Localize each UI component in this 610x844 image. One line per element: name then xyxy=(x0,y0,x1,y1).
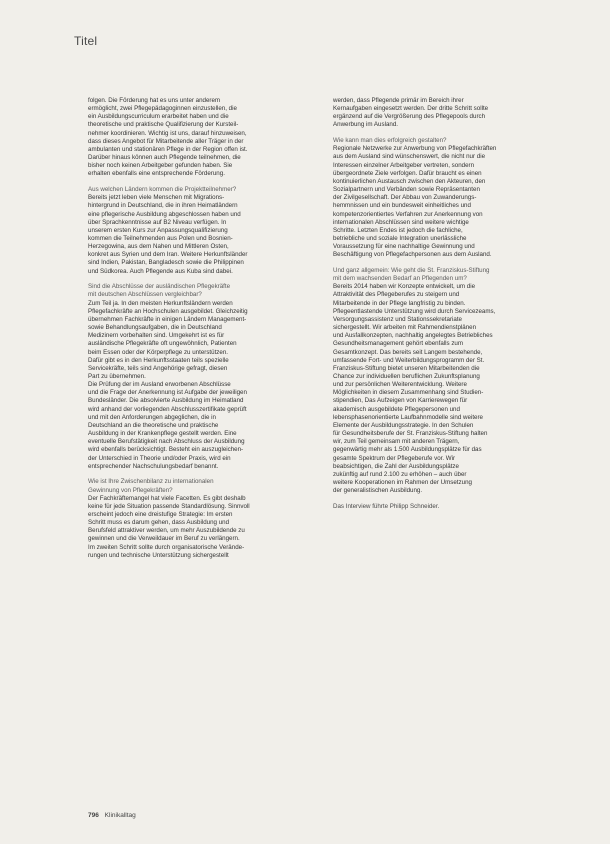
paragraph xyxy=(333,137,575,259)
paragraph-text: Regionale Netzwerke zur Anwerbung von Pflegefachkräften aus dem Ausland sind wünschenswert, die nicht nur die Interessen einzelner Arbeitgeber vertreten, sondern übergeordnete Ziele verfolgen. Dafür braucht es einen kontinuierlichen Austausch zwischen den Akteuren, den Sozialpartnern und Verbänden sowie Repräsentanten der Zivilgesellschaft. Der Abbau von Zuwanderungs- hemmnissen und ein bundesweit einheitliches und kompetenzorientiertes Verfahren zur Anerkennung von internationalen Abschlüssen sind weitere wichtige Schritte. Letzten Endes ist jedoch die fachliche, betriebliche und soziale Integration unerlässliche Voraussetzung für eine nachhaltige Gewinnung und Beschäftigung von Pflegefachpersonen aus dem Ausland. xyxy=(333,145,497,259)
section-name: Klinikalltag xyxy=(104,812,136,819)
paragraph xyxy=(88,186,328,276)
interview-question: Wie ist Ihre Zwischenbilanz zu internationalen Gewinnung von Pflegekräften? xyxy=(88,478,214,494)
paragraph xyxy=(88,478,328,560)
interview-question: Sind die Abschlüsse der ausländischen Pflegekräfte mit deutschen Abschlüssen vergleichbar? xyxy=(88,283,231,299)
paragraph-text: Bereits 2014 haben wir Konzepte entwickelt, um die Attraktivität des Pflegeberufes zu steigern und Mitarbeitende in der Pflege langfristig zu binden. Pflegeentlastende Unterstützung wird durch Servicezeams, Versorgungsassistenz und Stationssekretariate sichergestellt. Wir arbeiten mit Rahmendienstplänen und Ausfallkonzepten, nachhaltig angelegtes Betriebliches Gesundheitsmanagement gehört ebenfalls zum Gesamtkonzept. Das bereits seit Langem bestehende, umfassende Fort- und Weiterbildungsprogramm der St. Franziskus-Stiftung bietet unseren Mitarbeitenden die Chance zur individuellen beruflichen Zukunftsplanung und zur persönlichen Weiterentwicklung. Weitere Möglichkeiten in diesem Zusammenhang sind Studien- stipendien, Das Aufzeigen von Karrierewegen für akademisch ausgebildete Pflegepersonen und lebensphasenorientierte Laufbahnmodelle sind weitere Elemente der Ausbildungsstrategie. In den Schulen für Gesundheitsberufe der St. Franziskus-Stiftung halten wir, zum Teil gemeinsam mit anderen Trägern, gegenwärtig mehr als 1.500 Ausbildungsplätze für das gesamte Spektrum der Pflegeberufe vor. Wir beabsichtigen, die Zahl der Ausbildungsplätze zukünftig auf rund 2.100 zu erhöhen – auch über weitere Kooperationen im Rahmen der Umsetzung der generalistischen Ausbildung. xyxy=(333,283,496,495)
interview-question: Und ganz allgemein: Wie geht die St. Franziskus-Stiftung mit dem wachsenden Bedarf an Pflegenden um? xyxy=(333,266,490,283)
paragraph xyxy=(333,267,575,495)
interview-question: Wie kann man dies erfolgreich gestalten? xyxy=(333,137,447,145)
paragraph-text: Bereits jetzt leben viele Menschen mit Migrations- hintergrund in Deutschland, die in ihren Heimatländern eine pflegerische Ausbildung abgeschlossen haben und über Sprachkenntnisse auf B2 Niveau verfügen. In unserem ersten Kurs zur Anpassungsqualifizierung kommen die Teilnehmenden aus Polen und Bosnien- Herzegowina, aus dem Nahen und Mittleren Osten, konkret aus Syrien und dem Iran. Weitere Herkunftsländer sind Indien, Pakistan, Bangladesch sowie die Philippinen und Südkorea. Auch Pflegende aus Kuba sind dabei. xyxy=(88,194,248,275)
page-footer xyxy=(88,812,136,819)
paragraph xyxy=(88,97,328,179)
left-column xyxy=(88,97,328,567)
page-title: Titel xyxy=(74,34,98,48)
interview-question: Aus welchen Ländern kommen die Projektteilnehmer? xyxy=(88,186,237,194)
paragraph-text: Der Fachkräftemangel hat viele Facetten. Es gibt deshalb keine für jede Situation passende Standardlösung. Sinnvoll erscheint jedoch eine dreistufige Strategie: Im ersten Schritt muss es darum gehen, dass Ausbildung und Berufsfeld attraktiver werden, um mehr Auszubildende zu gewinnen und die Verweildauer im Beruf zu verlängern. Im zweiten Schritt sollte durch organisatorische Verände- rungen und technische Unterstützung sichergestellt xyxy=(88,494,250,559)
paragraph-text: Zum Teil ja. In den meisten Herkunftsländern werden Pflegefachkräfte an Hochschulen ausgebildet. Gleichzeitig übernehmen Fachkräfte in einigen Ländern Management- sowie Behandlungsaufgaben, die in Deutschland Medizinern vorbehalten sind. Umgekehrt ist es für ausländische Pflegekräfte oft ungewöhnlich, Patienten beim Essen oder der Körperpflege zu unterstützen. Dafür gibt es in den Herkunftsstaaten teils spezielle Servicekräfte, teils sind Angehörige gefragt, diesen Part zu übernehmen. Die Prüfung der im Ausland erworbenen Abschlüsse und die Frage der Anerkennung ist Aufgabe der jeweiligen Bundesländer. Die absolvierte Ausbildung im Heimatland wird anhand der vorliegenden Abschlusszertifikate geprüft und mit den Anforderungen abgeglichen, die in Deutschland an die theoretische und praktische Ausbildung in der Krankenpflege gestellt werden. Eine eventuelle Berufstätigkeit nach Abschluss der Ausbildung wird ebenfalls berücksichtigt. Besteht ein auszugleichen- der Unterschied in Theorie und/oder Praxis, wird ein entsprechender Nachschulungsbedarf benannt. xyxy=(88,299,248,470)
interview-credit: Das Interview führte Philipp Schneider. xyxy=(333,502,440,510)
page-number: 796 xyxy=(88,812,99,819)
paragraph xyxy=(333,97,575,130)
paragraph-text: folgen. Die Förderung hat es uns unter anderem ermöglicht, zwei Pflegepädagoginnen einzustellen, die ein Ausbildungscurriculum erarbeitet haben und die theoretische und praktische Qualifizierung der Kursteil- nehmer koordinieren. Wichtig ist uns, darauf hinzuweisen, dass dieses Angebot für Mitarbeitende aller Träger in der ambulanten und stationären Pflege in der Region offen ist. Darüber hinaus können auch Pflegende teilnehmen, die bisher noch keinen Arbeitgeber gefunden haben. Sie erhalten ebenfalls eine entsprechende Förderung. xyxy=(88,97,248,178)
paragraph xyxy=(88,283,328,471)
right-column xyxy=(333,97,575,519)
paragraph-text: werden, dass Pflegende primär im Bereich ihrer Kernaufgaben eingesetzt werden. Der dritte Schritt sollte ergänzend auf die Vergrößerung des Pflegepools durch Anwerbung im Ausland. xyxy=(333,97,489,129)
